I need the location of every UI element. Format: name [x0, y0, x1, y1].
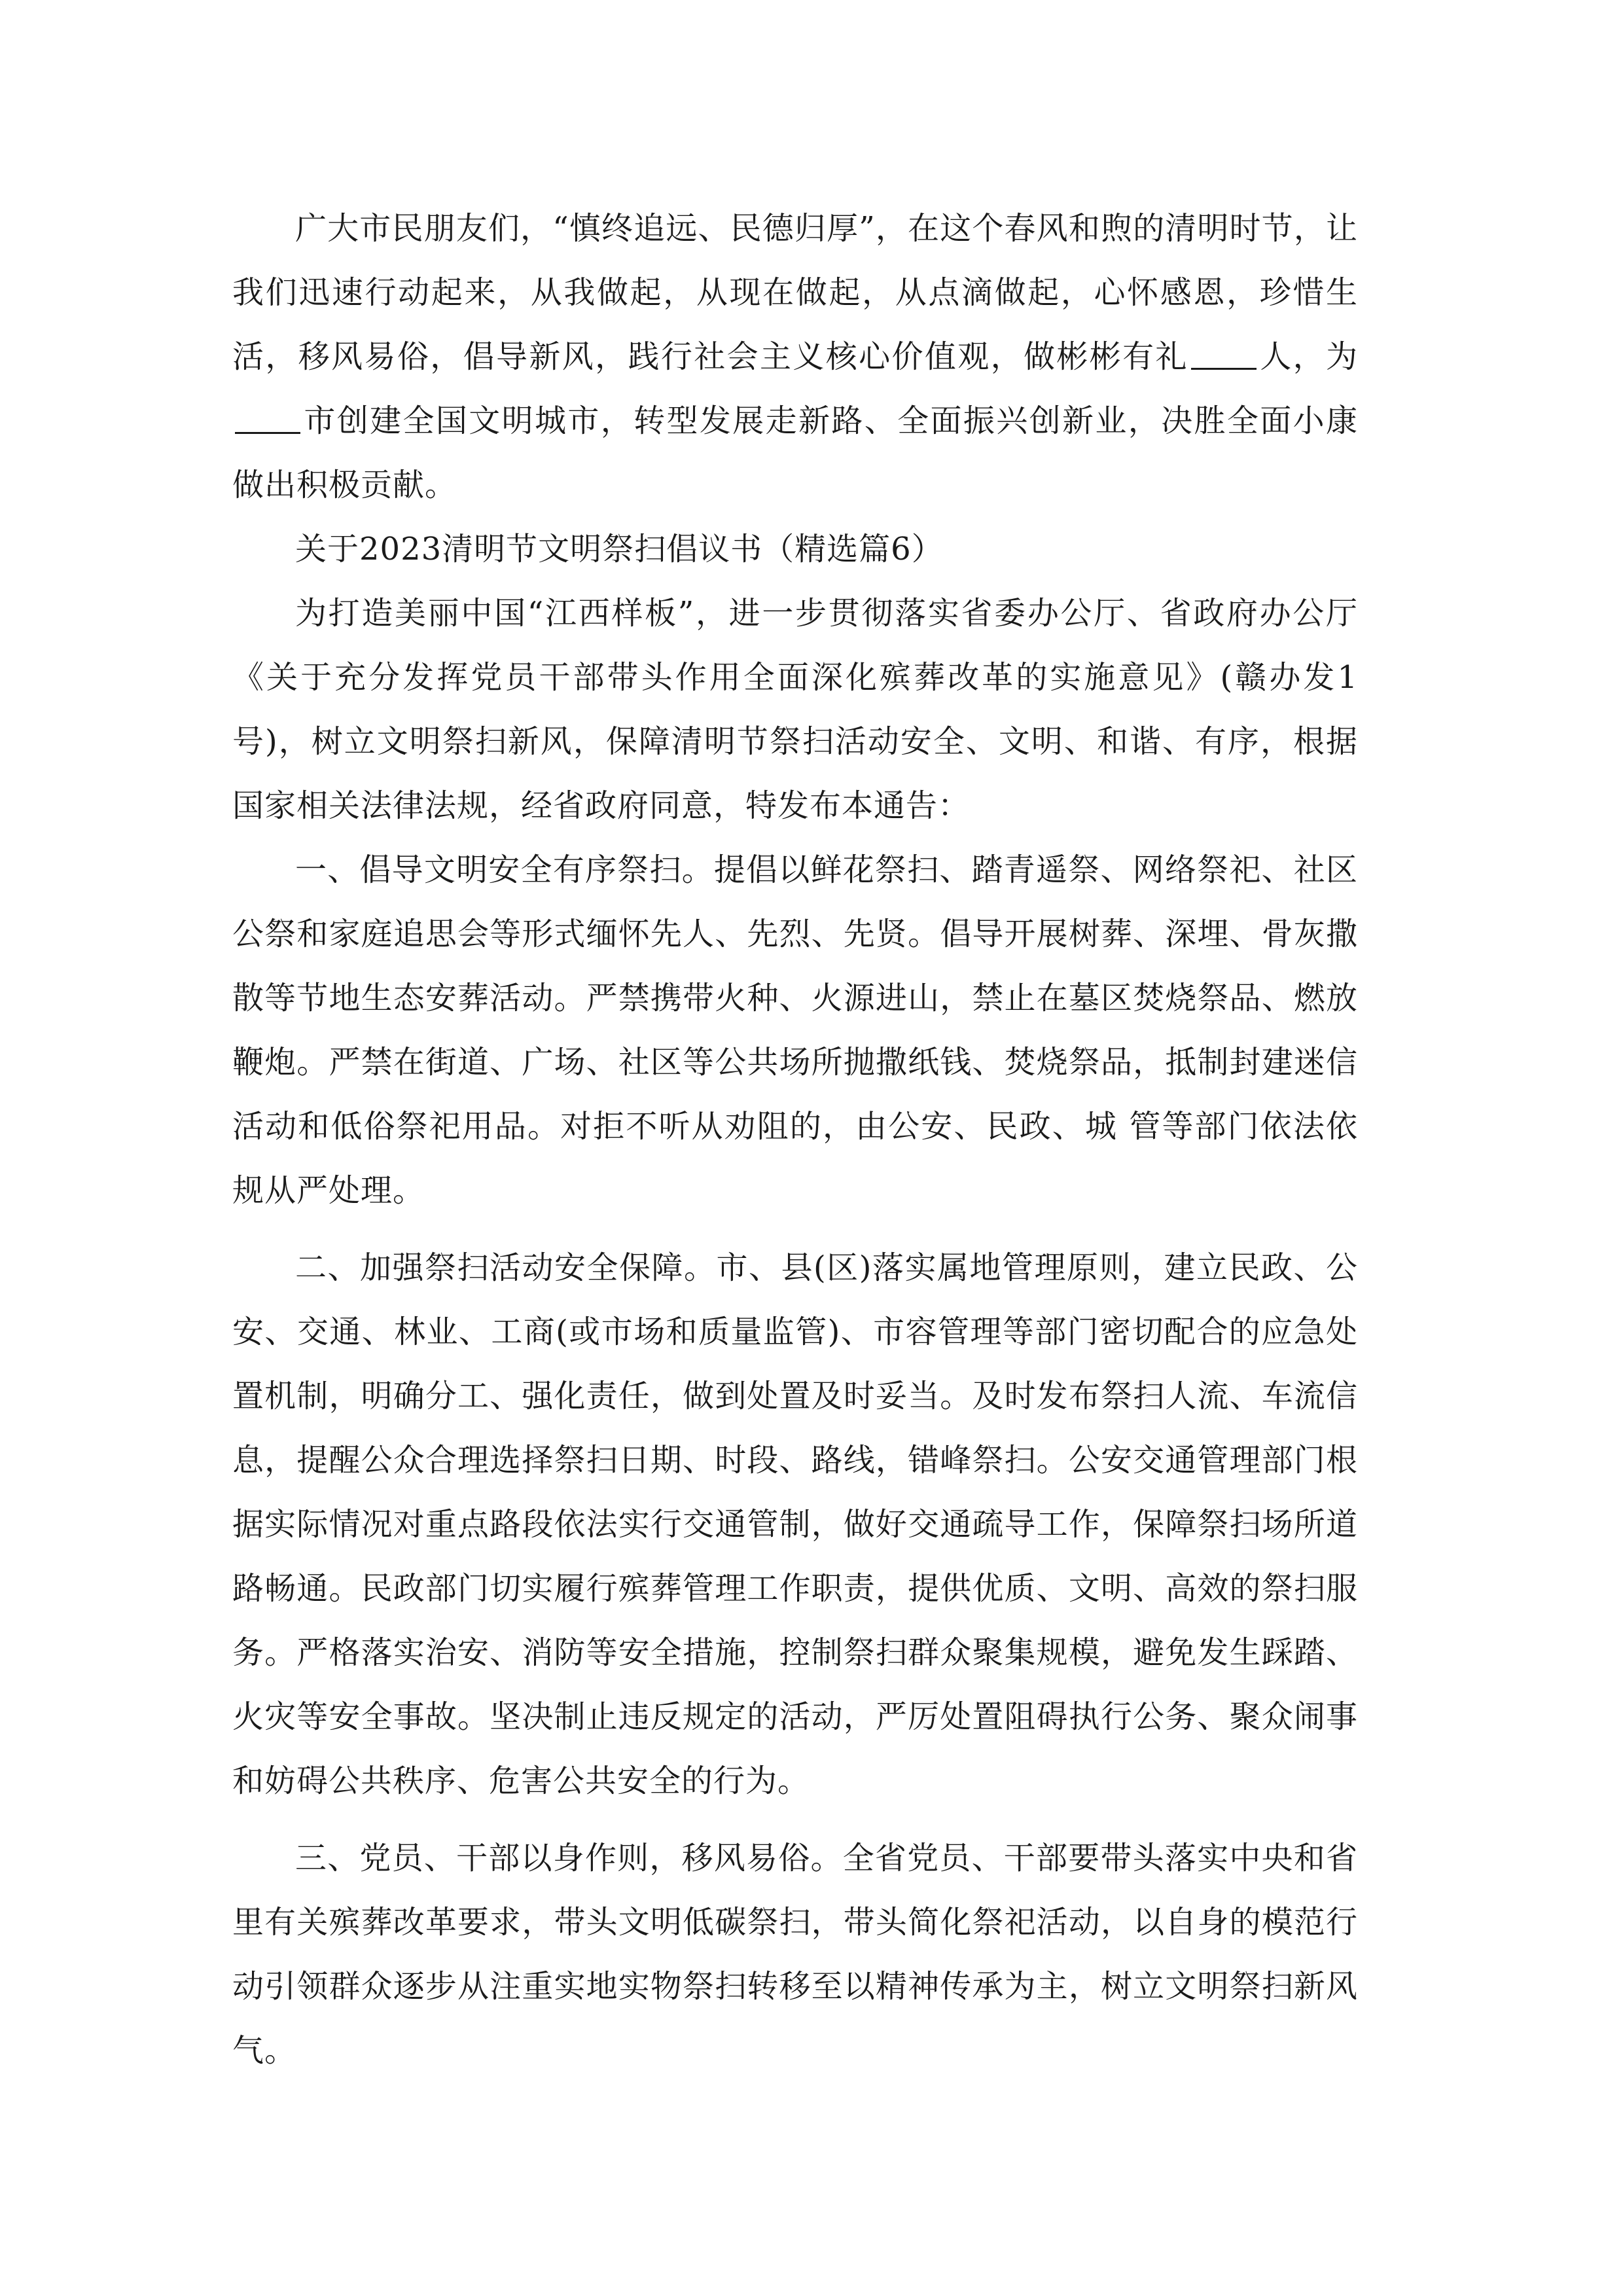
appeal-text-1: 广大市民朋友们，“慎终追远、民德归厚”，在这个春风和煦的清明时节，让我们迅速行动起来，从我做起，从现在做起，从点滴做起，心怀感恩，珍惜生活，移风易俗，倡导新风，践行社会主义核心价值观，做彬彬有礼 [232, 210, 1358, 375]
appeal-text-2: 人，为 [1258, 338, 1358, 375]
paragraph-item-2: 二、加强祭扫活动安全保障。市、县(区)落实属地管理原则，建立民政、公安、交通、林业、工商(或市场和质量监管)、市容管理等部门密切配合的应急处置机制，明确分工、强化责任，做到处置及时妥当。及时发布祭扫人流、车流信息，提醒公众合理选择祭扫日期、时段、路线，错峰祭扫。公安交通管理部门根据实际情况对重点路段依法实行交通管制，做好交通疏导工作，保障祭扫场所道路畅通。民政部门切实履行殡葬管理工作职责，提供优质、文明、高效的祭扫服务。严格落实治安、消防等安全措施，控制祭扫群众聚集规模，避免发生踩踏、火灾等安全事故。坚决制止违反规定的活动，严厉处置阻碍执行公务、聚众闹事和妨碍公共秩序、危害公共安全的行为。 [232, 1249, 1358, 1799]
section-heading: 关于2023清明节文明祭扫倡议书（精选篇6） [295, 531, 944, 567]
paragraph-item-1: 一、倡导文明安全有序祭扫。提倡以鲜花祭扫、踏青遥祭、网络祭祀、社区公祭和家庭追思会等形式缅怀先人、先烈、先贤。倡导开展树葬、深埋、骨灰撒散等节地生态安葬活动。严禁携带火种、火源进山，禁止在墓区焚烧祭品、燃放鞭炮。严禁在街道、广场、社区等公共场所抛撒纸钱、焚烧祭品，抵制封建迷信活动和低俗祭祀用品。对拒不听从劝阻的，由公安、民政、城 管等部门依法依规从严处理。 [232, 852, 1358, 1209]
paragraph-intro-notice: 为打造美丽中国“江西样板”，进一步贯彻落实省委办公厅、省政府办公厅《关于充分发挥党员干部带头作用全面深化殡葬改革的实施意见》(赣办发1号)，树立文明祭扫新风，保障清明节祭扫活动安全、文明、和谐、有序，根据国家相关法律法规，经省政府同意，特发布本通告： [232, 595, 1358, 824]
appeal-text-3: 市创建全国文明城市，转型发展走新路、全面振兴创新业，决胜全面小康做出积极贡献。 [232, 403, 1358, 503]
fill-in-blank [1191, 342, 1257, 370]
fill-in-blank [235, 406, 300, 434]
paragraph-item-3: 三、党员、干部以身作则，移风易俗。全省党员、干部要带头落实中央和省里有关殡葬改革要求，带头文明低碳祭扫，带头简化祭祀活动，以自身的模范行动引领群众逐步从注重实地实物祭扫转移至以精神传承为主，树立文明祭扫新风气。 [232, 1840, 1358, 2069]
document-body [232, 196, 1358, 2083]
paragraph-citizens-appeal [232, 196, 1358, 517]
